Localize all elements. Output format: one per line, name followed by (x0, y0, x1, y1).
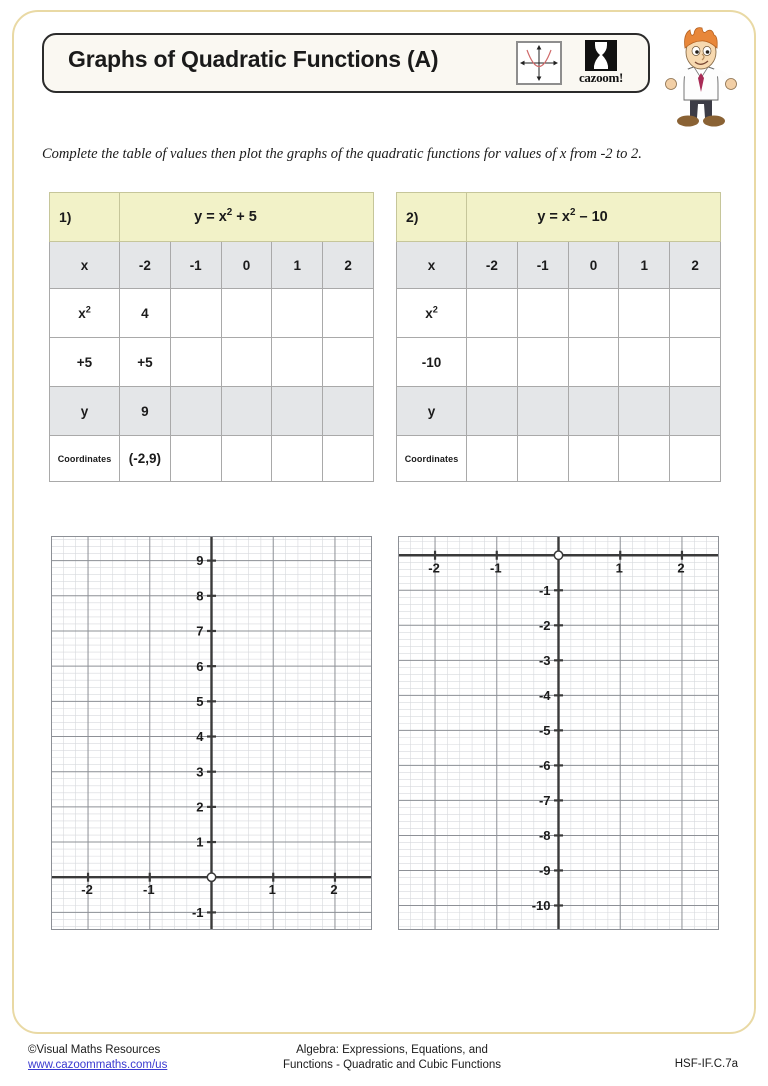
y-axis-tick-label: -5 (538, 722, 551, 738)
table-row (397, 242, 721, 289)
parabola-icon-svg (518, 43, 560, 83)
table-row (50, 242, 374, 289)
instruction-text: Complete the table of values then plot the graphs of the quadratic functions for values of x from -2 to 2. (42, 146, 642, 162)
value-cell: 4 (120, 289, 171, 338)
answer-cell-empty[interactable] (619, 289, 670, 338)
footer-topic (262, 1043, 522, 1073)
graph-area-2[interactable] (398, 536, 719, 935)
row-label: Coordinates (397, 436, 467, 482)
footer-topic-line1: Algebra: Expressions, Equations, and (296, 1044, 488, 1056)
row-label: $x^2$ (50, 289, 120, 338)
mascot-svg (662, 26, 740, 132)
answer-cell-empty[interactable] (272, 387, 323, 436)
y-axis-tick-label: 5 (196, 693, 204, 709)
answer-cell-empty[interactable] (670, 436, 721, 482)
row-label: y (50, 387, 120, 436)
value-cell: 1 (619, 242, 670, 289)
answer-cell-empty[interactable] (568, 387, 619, 436)
table-2-body (397, 193, 721, 482)
x-axis-tick-label: -1 (142, 882, 155, 898)
y-axis-tick-label: 4 (196, 729, 204, 745)
answer-cell-empty[interactable] (619, 338, 670, 387)
table-row (50, 338, 374, 387)
table-row (50, 289, 374, 338)
y-axis-tick-label: 2 (196, 799, 204, 815)
table-row (50, 436, 374, 482)
x-axis-tick-label: -1 (489, 560, 502, 576)
answer-cell-empty[interactable] (272, 338, 323, 387)
y-axis-tick-label: -10 (531, 898, 551, 914)
y-axis-tick-label: 6 (196, 658, 204, 674)
y-axis-tick-label: -1 (191, 905, 204, 921)
value-cell: -1 (517, 242, 568, 289)
table-row (397, 436, 721, 482)
answer-cell-empty[interactable] (670, 338, 721, 387)
y-axis-tick-label: 8 (196, 588, 204, 604)
x-axis-tick-label: 1 (615, 560, 623, 576)
answer-cell-empty[interactable] (170, 436, 221, 482)
table-title-row (50, 193, 374, 242)
origin-marker (554, 551, 562, 559)
answer-cell-empty[interactable] (221, 338, 272, 387)
question-number: 2) (397, 193, 467, 242)
value-cell: 0 (568, 242, 619, 289)
row-label: x (397, 242, 467, 289)
answer-cell-empty[interactable] (323, 436, 374, 482)
y-axis-tick-label: -2 (538, 617, 551, 633)
footer-website-link[interactable]: www.cazoommaths.com/us (28, 1059, 168, 1071)
cazoom-vase-icon (592, 42, 610, 69)
value-cell: -1 (170, 242, 221, 289)
table-row (397, 338, 721, 387)
x-axis-tick-label: 2 (330, 882, 338, 898)
table-row (50, 387, 374, 436)
page-title: Graphs of Quadratic Functions (A) (68, 46, 439, 72)
table-row (397, 387, 721, 436)
answer-cell-empty[interactable] (170, 338, 221, 387)
value-cell: +5 (120, 338, 171, 387)
y-axis-tick-label: -6 (538, 758, 551, 773)
table-row (397, 289, 721, 338)
table-title-row (397, 193, 721, 242)
answer-cell-empty[interactable] (272, 289, 323, 338)
answer-cell-empty[interactable] (272, 436, 323, 482)
answer-cell-empty[interactable] (467, 436, 518, 482)
value-cell: 0 (221, 242, 272, 289)
answer-cell-empty[interactable] (221, 436, 272, 482)
answer-cell-empty[interactable] (170, 387, 221, 436)
answer-cell-empty[interactable] (323, 387, 374, 436)
question-equation: $y = x^2 - 10$ (467, 193, 721, 242)
footer-topic-line2: Functions - Quadratic and Cubic Functions (283, 1059, 501, 1071)
y-axis-tick-label: -7 (538, 793, 551, 809)
answer-cell-empty[interactable] (670, 289, 721, 338)
y-axis-tick-label: 1 (196, 834, 204, 850)
value-cell: -2 (467, 242, 518, 289)
table-1-body (50, 193, 374, 482)
row-label: +5 (50, 338, 120, 387)
cazoom-logo (573, 40, 629, 86)
row-label: -10 (397, 338, 467, 387)
y-axis-tick-label: -3 (538, 652, 551, 668)
answer-cell-empty[interactable] (568, 338, 619, 387)
x-axis-tick-label: 1 (268, 882, 276, 898)
graph-area-1[interactable] (51, 536, 372, 935)
coordinate-grid-svg (398, 536, 719, 930)
y-axis-tick-label: -9 (538, 863, 551, 879)
answer-cell-empty[interactable] (323, 338, 374, 387)
value-cell: 9 (120, 387, 171, 436)
page-footer (0, 1043, 768, 1086)
worksheet-header (42, 33, 650, 93)
y-axis-tick-label: 7 (196, 623, 204, 639)
row-label: x (50, 242, 120, 289)
y-axis-tick-label: -4 (538, 687, 551, 703)
answer-cell-empty[interactable] (467, 289, 518, 338)
cazoom-wordmark: cazoom! (578, 70, 624, 85)
value-cell: 2 (323, 242, 374, 289)
answer-cell-empty[interactable] (517, 338, 568, 387)
footer-standard-code: HSF-IF.C.7a (674, 1058, 738, 1070)
answer-cell-empty[interactable] (221, 289, 272, 338)
answer-cell-empty[interactable] (670, 387, 721, 436)
answer-cell-empty[interactable] (467, 338, 518, 387)
value-cell: 2 (670, 242, 721, 289)
y-axis-tick-label: 9 (196, 553, 204, 569)
x-axis-tick-label: -2 (81, 882, 93, 898)
value-cell: -2 (120, 242, 171, 289)
answer-cell-empty[interactable] (619, 436, 670, 482)
x-axis-tick-label: 2 (677, 560, 685, 576)
parabola-graph-icon (516, 41, 562, 85)
answer-cell-empty[interactable] (170, 289, 221, 338)
answer-cell-empty[interactable] (517, 436, 568, 482)
row-label: y (397, 387, 467, 436)
answer-cell-empty[interactable] (517, 387, 568, 436)
footer-copyright: ©Visual Maths Resources (28, 1044, 161, 1056)
answer-cell-empty[interactable] (467, 387, 518, 436)
values-table-1 (49, 192, 374, 482)
answer-cell-empty[interactable] (568, 436, 619, 482)
question-number: 1) (50, 193, 120, 242)
y-axis-tick-label: 3 (196, 764, 204, 780)
question-equation: $y = x^2 + 5$ (120, 193, 374, 242)
y-axis-tick-label: -8 (538, 828, 551, 844)
coordinate-grid-svg (51, 536, 372, 930)
answer-cell-empty[interactable] (619, 387, 670, 436)
scientist-mascot-icon (662, 26, 740, 132)
answer-cell-empty[interactable] (221, 387, 272, 436)
answer-cell-empty[interactable] (323, 289, 374, 338)
answer-cell-empty[interactable] (568, 289, 619, 338)
row-label: Coordinates (50, 436, 120, 482)
values-table-2 (396, 192, 721, 482)
footer-credit (28, 1043, 167, 1073)
x-axis-tick-label: -2 (428, 560, 440, 576)
answer-cell-empty[interactable] (517, 289, 568, 338)
origin-marker (207, 873, 215, 881)
y-axis-tick-label: -1 (538, 582, 551, 598)
row-label: $x^2$ (397, 289, 467, 338)
value-cell: 1 (272, 242, 323, 289)
value-cell: (-2,9) (120, 436, 171, 482)
